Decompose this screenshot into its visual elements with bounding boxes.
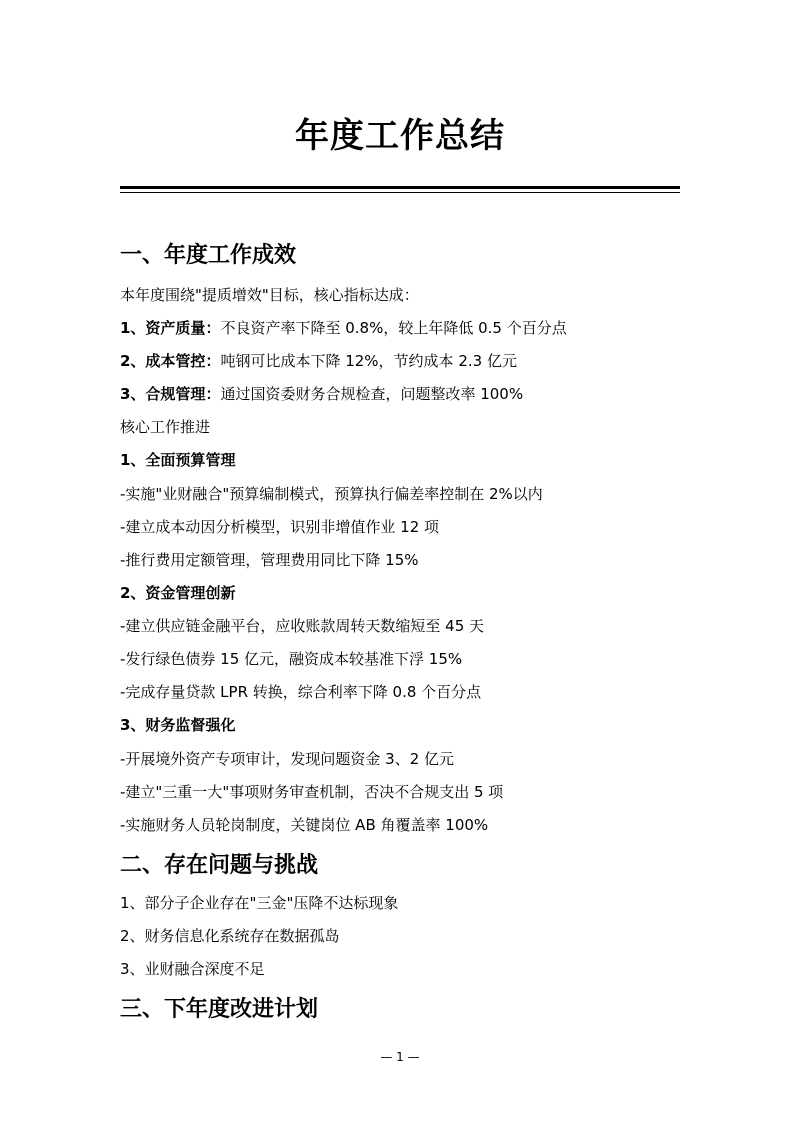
document-title: 年度工作总结 xyxy=(295,116,505,156)
section1-subtitle: 核心工作推进 xyxy=(120,418,211,436)
issue-item: 1、部分子企业存在"三金"压降不达标现象 xyxy=(120,894,399,912)
kpi-label: 2、成本管控： xyxy=(120,352,221,370)
group-line: -建立供应链金融平台，应收账款周转天数缩短至 45 天 xyxy=(120,617,485,635)
group-heading: 2、资金管理创新 xyxy=(120,584,236,602)
section1-intro: 本年度围绕"提质增效"目标，核心指标达成： xyxy=(120,286,419,304)
group-line: -发行绿色债券 15 亿元，融资成本较基准下浮 15% xyxy=(120,650,463,668)
section1-heading: 一、年度工作成效 xyxy=(120,243,297,268)
issue-item: 2、财务信息化系统存在数据孤岛 xyxy=(120,927,340,945)
kpi-text: 吨钢可比成本下降 12%，节约成本 2.3 亿元 xyxy=(220,352,517,370)
section2-heading: 二、存在问题与挑战 xyxy=(120,853,319,878)
group-line: -完成存量贷款 LPR 转换，综合利率下降 0.8 个百分点 xyxy=(120,683,482,701)
group-line: -推行费用定额管理，管理费用同比下降 15% xyxy=(120,551,419,569)
group-heading: 3、财务监督强化 xyxy=(120,716,236,734)
group-line: -建立"三重一大"事项财务审查机制，否决不合规支出 5 项 xyxy=(120,783,504,801)
kpi-text: 通过国资委财务合规检查，问题整改率 100% xyxy=(220,385,524,403)
group-line: -实施财务人员轮岗制度，关键岗位 AB 角覆盖率 100% xyxy=(120,816,489,834)
kpi-label: 1、资产质量： xyxy=(120,319,221,337)
kpi-item xyxy=(120,317,567,338)
group-line: -实施"业财融合"预算编制模式，预算执行偏差率控制在 2%以内 xyxy=(120,485,543,503)
title-divider-thick xyxy=(120,186,680,189)
kpi-item xyxy=(120,350,517,371)
kpi-text: 不良资产率下降至 0.8%，较上年降低 0.5 个百分点 xyxy=(220,319,567,337)
section3-heading: 三、下年度改进计划 xyxy=(120,997,319,1022)
page-number: — 1 — xyxy=(380,1050,420,1064)
group-heading: 1、全面预算管理 xyxy=(120,451,236,469)
kpi-label: 3、合规管理： xyxy=(120,385,221,403)
kpi-item xyxy=(120,383,523,404)
group-line: -开展境外资产专项审计，发现问题资金 3、2 亿元 xyxy=(120,750,455,768)
issue-item: 3、业财融合深度不足 xyxy=(120,960,265,978)
group-line: -建立成本动因分析模型，识别非增值作业 12 项 xyxy=(120,518,440,536)
title-divider-thin xyxy=(120,192,680,193)
